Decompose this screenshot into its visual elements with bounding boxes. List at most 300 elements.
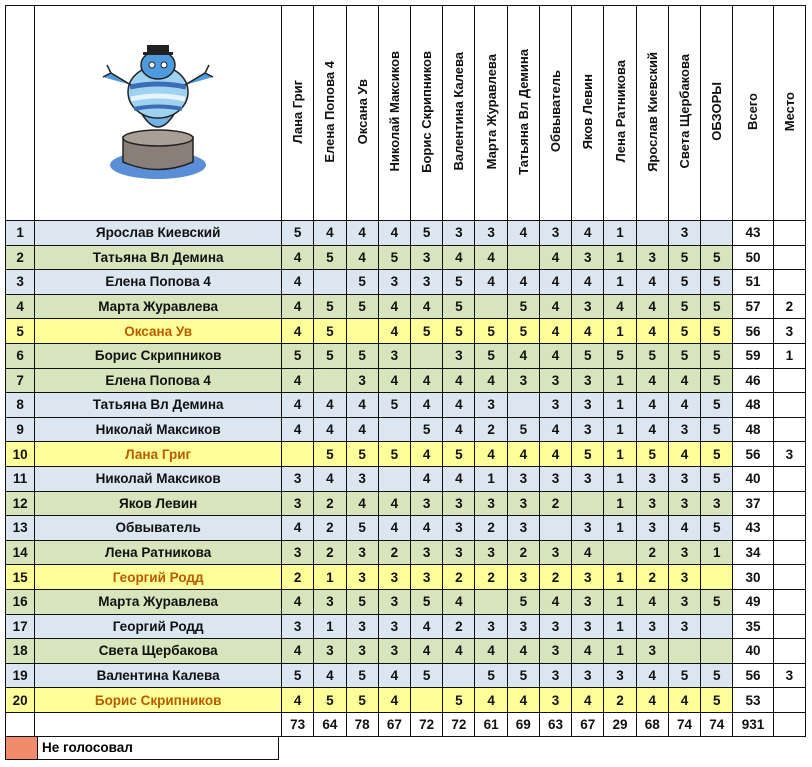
score-cell: 2: [475, 516, 507, 541]
row-number: 9: [6, 417, 35, 442]
column-total: 61: [475, 712, 507, 737]
score-cell: 5: [701, 688, 733, 713]
score-cell: 5: [411, 319, 443, 344]
score-cell: 3: [378, 343, 410, 368]
score-cell: 1: [604, 466, 636, 491]
score-cell: 4: [539, 294, 571, 319]
participant-name: Елена Попова 4: [35, 368, 282, 393]
score-cell: 5: [282, 343, 314, 368]
score-cell: 3: [668, 540, 700, 565]
col-header: Валентина Калева: [443, 6, 475, 221]
score-cell: 4: [668, 393, 700, 418]
score-cell: 1: [604, 393, 636, 418]
score-cell: 5: [701, 294, 733, 319]
score-cell: [314, 270, 346, 295]
score-cell: [282, 442, 314, 467]
row-number: 11: [6, 466, 35, 491]
score-cell: 1: [701, 540, 733, 565]
score-cell: 3: [539, 540, 571, 565]
row-total: 43: [733, 516, 773, 541]
score-cell: 2: [314, 516, 346, 541]
score-cell: 1: [604, 639, 636, 664]
score-cell: 4: [443, 639, 475, 664]
score-cell: 5: [346, 270, 378, 295]
score-cell: 4: [443, 417, 475, 442]
score-cell: 3: [443, 343, 475, 368]
score-cell: 5: [604, 343, 636, 368]
participant-name: Николай Максиков: [35, 417, 282, 442]
score-cell: 3: [572, 417, 604, 442]
score-cell: 5: [668, 319, 700, 344]
column-total: 74: [701, 712, 733, 737]
score-cell: 1: [604, 245, 636, 270]
score-cell: 5: [443, 319, 475, 344]
score-cell: 4: [282, 516, 314, 541]
score-cell: 1: [604, 589, 636, 614]
score-cell: 5: [411, 221, 443, 246]
score-cell: 1: [604, 417, 636, 442]
score-cell: 3: [475, 540, 507, 565]
row-total: 30: [733, 565, 773, 590]
score-cell: 3: [572, 614, 604, 639]
row-number: 1: [6, 221, 35, 246]
score-cell: 3: [572, 466, 604, 491]
total-header: Всего: [733, 6, 773, 221]
score-cell: 4: [475, 368, 507, 393]
row-number: 20: [6, 688, 35, 713]
score-cell: 5: [701, 393, 733, 418]
score-cell: 1: [314, 565, 346, 590]
score-cell: 4: [539, 270, 571, 295]
table-row: [6, 417, 806, 442]
table-row: [6, 589, 806, 614]
score-cell: 5: [701, 270, 733, 295]
score-cell: 4: [282, 270, 314, 295]
score-cell: 5: [636, 343, 668, 368]
column-total: 67: [378, 712, 410, 737]
row-place: [773, 491, 805, 516]
score-cell: 3: [314, 589, 346, 614]
score-cell: 5: [443, 688, 475, 713]
score-cell: 2: [314, 491, 346, 516]
score-cell: 5: [346, 663, 378, 688]
score-cell: 4: [411, 294, 443, 319]
score-cell: 3: [443, 516, 475, 541]
score-cell: [378, 466, 410, 491]
score-cell: 2: [282, 565, 314, 590]
row-number: 8: [6, 393, 35, 418]
score-cell: 4: [507, 270, 539, 295]
score-cell: 4: [507, 221, 539, 246]
score-cell: 5: [475, 343, 507, 368]
table-row: [6, 294, 806, 319]
table-row: [6, 319, 806, 344]
row-total: 48: [733, 393, 773, 418]
score-cell: 5: [701, 589, 733, 614]
score-cell: 3: [636, 491, 668, 516]
totals-empty: [35, 712, 282, 737]
score-cell: [668, 639, 700, 664]
score-cell: 4: [314, 466, 346, 491]
row-place: [773, 565, 805, 590]
score-cell: 3: [701, 491, 733, 516]
column-total: 78: [346, 712, 378, 737]
score-cell: 3: [507, 368, 539, 393]
score-cell: [411, 688, 443, 713]
score-cell: 2: [636, 565, 668, 590]
participant-name: Оксана Ув: [35, 319, 282, 344]
score-cell: 3: [507, 491, 539, 516]
score-cell: 3: [668, 589, 700, 614]
column-total: 73: [282, 712, 314, 737]
score-cell: 4: [346, 245, 378, 270]
col-header: Елена Попова 4: [314, 6, 346, 221]
score-cell: [411, 343, 443, 368]
score-cell: 4: [282, 688, 314, 713]
column-total: 72: [411, 712, 443, 737]
score-cell: 3: [668, 417, 700, 442]
row-total: 56: [733, 319, 773, 344]
score-cell: 3: [668, 565, 700, 590]
score-cell: 5: [346, 343, 378, 368]
row-total: 59: [733, 343, 773, 368]
score-cell: 3: [604, 663, 636, 688]
score-cell: 5: [346, 688, 378, 713]
row-total: 49: [733, 589, 773, 614]
score-cell: 4: [668, 516, 700, 541]
score-cell: 4: [282, 245, 314, 270]
score-cell: 5: [378, 442, 410, 467]
score-cell: 3: [378, 565, 410, 590]
score-cell: 3: [378, 614, 410, 639]
score-cell: 5: [701, 319, 733, 344]
row-number: 10: [6, 442, 35, 467]
row-total: 48: [733, 417, 773, 442]
row-total: 40: [733, 639, 773, 664]
score-cell: 1: [314, 614, 346, 639]
score-cell: 4: [282, 589, 314, 614]
column-total: 63: [539, 712, 571, 737]
score-cell: 4: [539, 442, 571, 467]
score-cell: 5: [314, 442, 346, 467]
score-cell: 2: [507, 540, 539, 565]
row-place: [773, 540, 805, 565]
score-cell: 4: [539, 417, 571, 442]
row-total: 53: [733, 688, 773, 713]
score-cell: 3: [475, 221, 507, 246]
score-cell: 5: [701, 516, 733, 541]
table-row: [6, 540, 806, 565]
score-cell: [507, 393, 539, 418]
score-cell: 5: [475, 319, 507, 344]
row-place: [773, 466, 805, 491]
row-place: [773, 221, 805, 246]
score-cell: 4: [282, 639, 314, 664]
score-cell: 2: [604, 688, 636, 713]
score-cell: 3: [539, 663, 571, 688]
participant-name: Лана Григ: [35, 442, 282, 467]
score-cell: 4: [539, 245, 571, 270]
score-cell: 3: [475, 393, 507, 418]
row-place: [773, 393, 805, 418]
score-cell: 3: [572, 368, 604, 393]
col-header: ОБЗОРЫ: [701, 6, 733, 221]
score-cell: 3: [475, 614, 507, 639]
score-cell: 4: [378, 491, 410, 516]
score-cell: 4: [636, 393, 668, 418]
score-cell: 3: [572, 393, 604, 418]
score-cell: 4: [507, 639, 539, 664]
participant-name: Марта Журавлева: [35, 294, 282, 319]
score-cell: 3: [507, 466, 539, 491]
score-cell: 5: [701, 663, 733, 688]
score-cell: 3: [282, 614, 314, 639]
score-cell: 2: [314, 540, 346, 565]
score-cell: 5: [346, 442, 378, 467]
score-cell: 4: [346, 393, 378, 418]
col-header: Борис Скрипников: [411, 6, 443, 221]
score-cell: 4: [636, 417, 668, 442]
row-place: 2: [773, 294, 805, 319]
score-cell: 3: [539, 466, 571, 491]
score-cell: 4: [475, 245, 507, 270]
column-total: 69: [507, 712, 539, 737]
row-total: 50: [733, 245, 773, 270]
score-cell: 5: [668, 663, 700, 688]
score-cell: 4: [636, 663, 668, 688]
score-cell: 1: [604, 614, 636, 639]
score-cell: 4: [314, 393, 346, 418]
score-cell: 5: [572, 442, 604, 467]
row-total: 57: [733, 294, 773, 319]
score-cell: 4: [346, 491, 378, 516]
score-cell: 5: [314, 688, 346, 713]
score-cell: 5: [282, 663, 314, 688]
score-cell: 5: [507, 294, 539, 319]
score-cell: 3: [411, 565, 443, 590]
score-cell: 1: [604, 270, 636, 295]
score-cell: 4: [572, 221, 604, 246]
score-cell: 5: [314, 245, 346, 270]
legend: [5, 736, 279, 760]
score-cell: 5: [507, 589, 539, 614]
row-number: 17: [6, 614, 35, 639]
col-header: Света Щербакова: [668, 6, 700, 221]
score-cell: 4: [475, 688, 507, 713]
score-cell: 5: [346, 589, 378, 614]
score-cell: [701, 565, 733, 590]
score-cell: 4: [507, 442, 539, 467]
score-cell: 3: [636, 516, 668, 541]
score-cell: 5: [314, 294, 346, 319]
col-header: Обвыватель: [539, 6, 571, 221]
row-place: 3: [773, 319, 805, 344]
score-cell: 3: [378, 589, 410, 614]
score-cell: 3: [539, 393, 571, 418]
header-row: [6, 6, 806, 221]
score-cell: [475, 589, 507, 614]
totals-empty: [6, 712, 35, 737]
table-row: [6, 663, 806, 688]
score-cell: 3: [507, 614, 539, 639]
score-cell: 4: [411, 393, 443, 418]
participant-name: Марта Журавлева: [35, 589, 282, 614]
score-cell: 4: [378, 516, 410, 541]
score-cell: 5: [314, 343, 346, 368]
score-cell: 4: [411, 442, 443, 467]
score-cell: 4: [539, 319, 571, 344]
table-row: [6, 270, 806, 295]
legend-label: Не голосовал: [42, 740, 133, 755]
score-cell: 2: [443, 565, 475, 590]
row-number: 12: [6, 491, 35, 516]
score-cell: [701, 639, 733, 664]
score-cell: 4: [604, 294, 636, 319]
score-cell: 5: [668, 245, 700, 270]
score-cell: 4: [378, 663, 410, 688]
score-cell: 4: [443, 368, 475, 393]
score-cell: 3: [572, 294, 604, 319]
participant-name: Яков Левин: [35, 491, 282, 516]
score-cell: 5: [507, 417, 539, 442]
table-row: [6, 565, 806, 590]
score-cell: 3: [636, 466, 668, 491]
participant-name: Татьяна Вл Демина: [35, 393, 282, 418]
table-row: [6, 343, 806, 368]
score-cell: 4: [282, 368, 314, 393]
score-cell: 3: [346, 639, 378, 664]
row-place: [773, 516, 805, 541]
score-cell: [378, 417, 410, 442]
score-cell: 3: [539, 614, 571, 639]
score-cell: 4: [475, 270, 507, 295]
score-cell: 3: [443, 540, 475, 565]
column-total: 72: [443, 712, 475, 737]
score-cell: 3: [539, 221, 571, 246]
score-cell: 4: [636, 589, 668, 614]
score-cell: [539, 516, 571, 541]
score-cell: 5: [507, 663, 539, 688]
results-table: [5, 5, 806, 737]
row-number: 19: [6, 663, 35, 688]
row-place: [773, 639, 805, 664]
score-cell: 4: [378, 688, 410, 713]
participant-name: Ярослав Киевский: [35, 221, 282, 246]
participant-name: Николай Максиков: [35, 466, 282, 491]
score-cell: 4: [475, 639, 507, 664]
score-cell: 4: [507, 688, 539, 713]
score-cell: 4: [411, 639, 443, 664]
score-cell: 3: [572, 663, 604, 688]
score-cell: 4: [282, 417, 314, 442]
row-place: [773, 270, 805, 295]
score-cell: 5: [443, 442, 475, 467]
score-cell: 4: [378, 294, 410, 319]
score-cell: [572, 491, 604, 516]
score-cell: 5: [701, 245, 733, 270]
score-cell: 3: [572, 245, 604, 270]
score-cell: 5: [475, 663, 507, 688]
score-cell: 3: [507, 516, 539, 541]
score-cell: 4: [282, 393, 314, 418]
score-cell: 4: [475, 442, 507, 467]
score-cell: 3: [411, 540, 443, 565]
table-row: [6, 466, 806, 491]
score-cell: 3: [539, 639, 571, 664]
score-cell: 5: [572, 343, 604, 368]
row-place: 3: [773, 442, 805, 467]
score-cell: 5: [668, 270, 700, 295]
row-number: 6: [6, 343, 35, 368]
score-cell: 5: [701, 368, 733, 393]
score-cell: 5: [314, 319, 346, 344]
score-cell: 4: [636, 368, 668, 393]
score-cell: 4: [378, 319, 410, 344]
score-cell: 5: [282, 221, 314, 246]
score-cell: [443, 663, 475, 688]
score-cell: 4: [636, 688, 668, 713]
score-cell: 3: [636, 245, 668, 270]
score-cell: [701, 614, 733, 639]
score-cell: 2: [539, 565, 571, 590]
score-cell: 5: [507, 319, 539, 344]
score-cell: [507, 245, 539, 270]
score-cell: [346, 319, 378, 344]
score-cell: 5: [411, 417, 443, 442]
table-row: [6, 221, 806, 246]
score-cell: 4: [443, 466, 475, 491]
score-cell: 4: [314, 221, 346, 246]
score-cell: 4: [572, 688, 604, 713]
score-cell: 3: [346, 466, 378, 491]
score-cell: 3: [539, 368, 571, 393]
score-cell: 4: [572, 540, 604, 565]
score-cell: 3: [668, 466, 700, 491]
score-cell: 3: [378, 639, 410, 664]
score-cell: 4: [282, 294, 314, 319]
score-cell: 4: [378, 221, 410, 246]
participant-name: Лена Ратникова: [35, 540, 282, 565]
participant-name: Обвыватель: [35, 516, 282, 541]
score-cell: 4: [443, 245, 475, 270]
row-total: 35: [733, 614, 773, 639]
table-row: [6, 393, 806, 418]
col-header: Яков Левин: [572, 6, 604, 221]
score-cell: 1: [604, 442, 636, 467]
row-number: 13: [6, 516, 35, 541]
score-cell: 5: [378, 245, 410, 270]
score-cell: 3: [346, 540, 378, 565]
participant-name: Татьяна Вл Демина: [35, 245, 282, 270]
row-place: [773, 368, 805, 393]
score-cell: 1: [604, 319, 636, 344]
score-cell: 4: [411, 516, 443, 541]
score-cell: 1: [604, 491, 636, 516]
score-cell: 3: [443, 221, 475, 246]
totals-empty: [773, 712, 805, 737]
row-number: 18: [6, 639, 35, 664]
row-place: 3: [773, 663, 805, 688]
score-cell: 5: [346, 294, 378, 319]
score-cell: 4: [539, 343, 571, 368]
score-cell: [636, 221, 668, 246]
score-cell: 5: [346, 516, 378, 541]
table-body: [6, 221, 806, 737]
score-cell: 4: [572, 270, 604, 295]
not-voted-swatch: [6, 737, 38, 759]
score-cell: 4: [411, 466, 443, 491]
score-cell: 4: [314, 663, 346, 688]
